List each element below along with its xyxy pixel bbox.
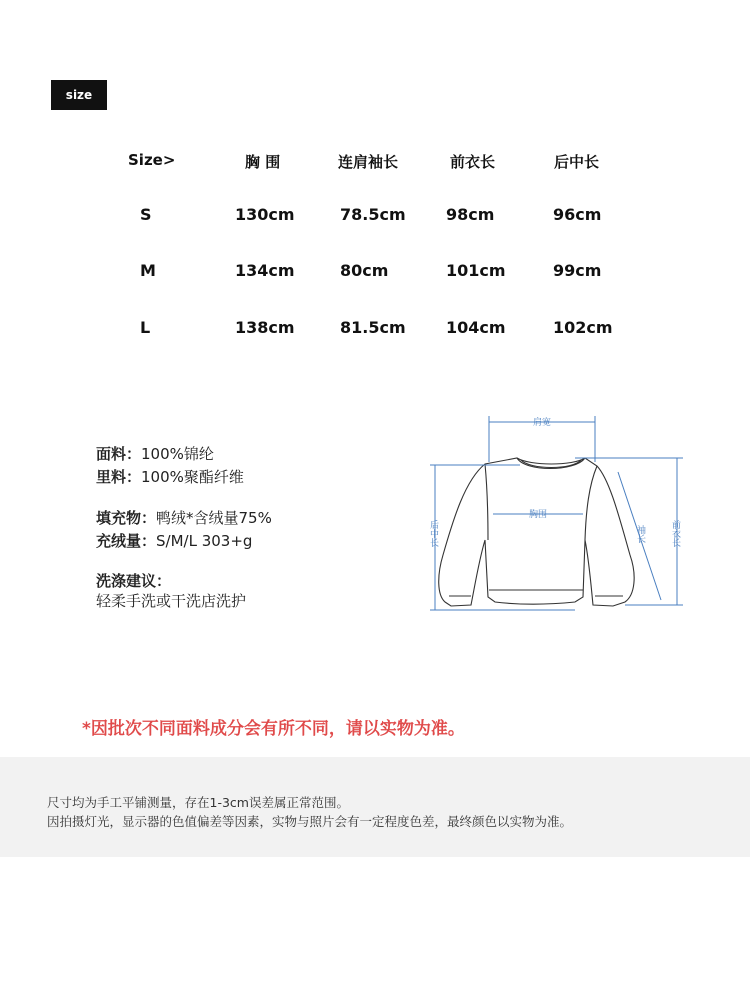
lining-label: 里料： xyxy=(96,468,142,486)
row-s-chest: 130cm xyxy=(235,205,295,224)
row-s-sleeve: 78.5cm xyxy=(340,205,406,224)
footer-panel xyxy=(0,757,750,857)
wash-value: 轻柔手洗或干洗店洗护 xyxy=(96,592,247,610)
row-m-chest: 134cm xyxy=(235,261,295,280)
lining-value: 100%聚酯纤维 xyxy=(141,468,244,486)
fill-amount-label: 充绒量： xyxy=(96,532,157,550)
sweatshirt-diagram xyxy=(425,410,695,630)
back-length-label: 后中长 xyxy=(428,520,438,547)
row-l-size: L xyxy=(140,318,151,337)
fabric-line xyxy=(96,443,214,464)
footer-line-2: 因拍摄灯光，显示器的色值偏差等因素，实物与照片会有一定程度色差，最终颜色以实物为准。 xyxy=(47,814,573,829)
shoulder-label: 肩宽 xyxy=(532,418,552,428)
sweatshirt-outline xyxy=(439,458,634,606)
footer-line-1: 尺寸均为手工平铺测量，存在1-3cm误差属正常范围。 xyxy=(47,795,349,810)
chest-label: 胸围 xyxy=(528,510,548,520)
filling-label: 填充物： xyxy=(96,509,157,527)
row-l-front: 104cm xyxy=(446,318,506,337)
row-m-back: 99cm xyxy=(553,261,602,280)
sleeve-label: 袖长 xyxy=(635,525,645,543)
wash-value-line xyxy=(96,590,246,611)
fabric-label: 面料： xyxy=(96,445,142,463)
header-size: Size> xyxy=(128,151,176,169)
row-l-sleeve: 81.5cm xyxy=(340,318,406,337)
row-m-size: M xyxy=(140,261,156,280)
header-back-length: 后中长 xyxy=(554,153,600,171)
filling-value: 鸭绒*含绒量75% xyxy=(156,509,272,527)
measure-lines xyxy=(430,416,683,610)
header-front-length: 前衣长 xyxy=(450,153,496,171)
size-tag: size xyxy=(51,80,107,110)
filling-line xyxy=(96,507,272,528)
wash-label: 洗涤建议： xyxy=(96,572,172,590)
row-m-sleeve: 80cm xyxy=(340,261,389,280)
row-m-front: 101cm xyxy=(446,261,506,280)
size-table xyxy=(0,0,750,360)
fabric-value: 100%锦纶 xyxy=(141,445,214,463)
row-s-back: 96cm xyxy=(553,205,602,224)
row-l-back: 102cm xyxy=(553,318,613,337)
fill-amount-value: S/M/L 303+g xyxy=(156,532,253,550)
row-s-size: S xyxy=(140,205,152,224)
header-chest: 胸 围 xyxy=(245,153,281,171)
fill-amount-line xyxy=(96,530,252,551)
header-sleeve: 连肩袖长 xyxy=(338,153,399,171)
row-l-chest: 138cm xyxy=(235,318,295,337)
front-length-label: 前衣长 xyxy=(670,520,680,547)
lining-line xyxy=(96,466,244,487)
row-s-front: 98cm xyxy=(446,205,495,224)
batch-notice: *因批次不同面料成分会有所不同，请以实物为准。 xyxy=(82,719,465,739)
wash-label-line xyxy=(96,570,171,591)
